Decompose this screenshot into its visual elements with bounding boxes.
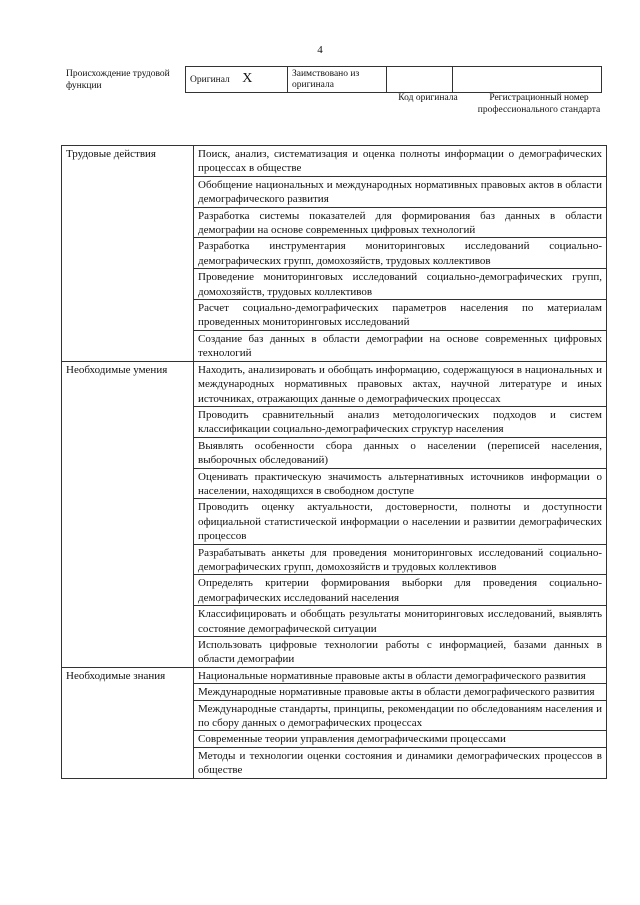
original-mark: X [242, 71, 253, 86]
origin-label: Происхождение трудовой функции [66, 69, 170, 91]
section-item: Разработка системы показателей для формирования баз данных в области демографии на основе современных цифровых технологий [194, 207, 607, 238]
section-item: Национальные нормативные правовые акты в области демографического развития [194, 667, 607, 683]
section-item: Современные теории управления демографическими процессами [194, 731, 607, 747]
reg-number-label: Регистрационный номер профессионального стандарта [477, 93, 601, 115]
table-row [62, 146, 607, 177]
section-item: Оценивать практическую значимость альтернативных источников информации о населении, находящихся в свободном доступе [194, 468, 607, 499]
reg-number-cell [453, 67, 602, 93]
section-item: Обобщение национальных и международных нормативных правовых актов в области демографического развития [194, 176, 607, 207]
section-item: Проводить сравнительный анализ методологических подходов и систем классификации социально-демографических структур населения [194, 406, 607, 437]
section-title: Необходимые умения [62, 361, 194, 667]
table-row [62, 667, 607, 683]
section-item: Разработка инструментария мониторинговых исследований социально-демографических групп, домохозяйств, трудовых коллективов [194, 238, 607, 269]
code-label: Код оригинала [398, 93, 458, 103]
section-item: Создание баз данных в области демографии на основе современных цифровых технологий [194, 330, 607, 361]
section-item: Международные нормативные правовые акты в области демографического развития [194, 684, 607, 700]
section-item: Находить, анализировать и обобщать информацию, содержащуюся в национальных и международных нормативных правовых актах, научной литературе и иных источниках, отражающих данные о демографических процессах [194, 361, 607, 406]
page-number: 4 [317, 44, 323, 56]
section-item: Проводить оценку актуальности, достоверности, полноты и доступности официальной статистической информации о населении и развитии демографических процессов [194, 499, 607, 544]
original-cell [186, 67, 288, 93]
section-item: Использовать цифровые технологии работы с информацией, базами данных в области демографии [194, 637, 607, 668]
function-table [61, 145, 607, 779]
section-item: Расчет социально-демографических параметров населения по материалам проведенных мониторинговых исследований [194, 300, 607, 331]
section-item: Международные стандарты, принципы, рекомендации по обследованиям населения и по сбору данных о демографических процессах [194, 700, 607, 731]
code-cell [387, 67, 453, 93]
section-item: Определять критерии формирования выборки для проведения социально-демографических исследований населения [194, 575, 607, 606]
section-title: Трудовые действия [62, 146, 194, 362]
section-item: Классифицировать и обобщать результаты мониторинговых исследований, выявлять состояние демографической ситуации [194, 606, 607, 637]
section-item: Разрабатывать анкеты для проведения мониторинговых исследований социально-демографических групп, домохозяйств и трудовых коллективов [194, 544, 607, 575]
original-label: Оригинал [190, 75, 230, 85]
origin-table [185, 66, 602, 93]
section-item: Методы и технологии оценки состояния и динамики демографических процессов в обществе [194, 747, 607, 778]
table-row [62, 361, 607, 406]
section-item: Проведение мониторинговых исследований социально-демографических групп, домохозяйств, трудовых коллективов [194, 269, 607, 300]
borrowed-label: Заимствовано из оригинала [288, 67, 387, 93]
section-item: Выявлять особенности сбора данных о населении (переписей населения, выборочных обследований) [194, 437, 607, 468]
section-item: Поиск, анализ, систематизация и оценка полноты информации о демографических процессах в обществе [194, 146, 607, 177]
section-title: Необходимые знания [62, 667, 194, 778]
